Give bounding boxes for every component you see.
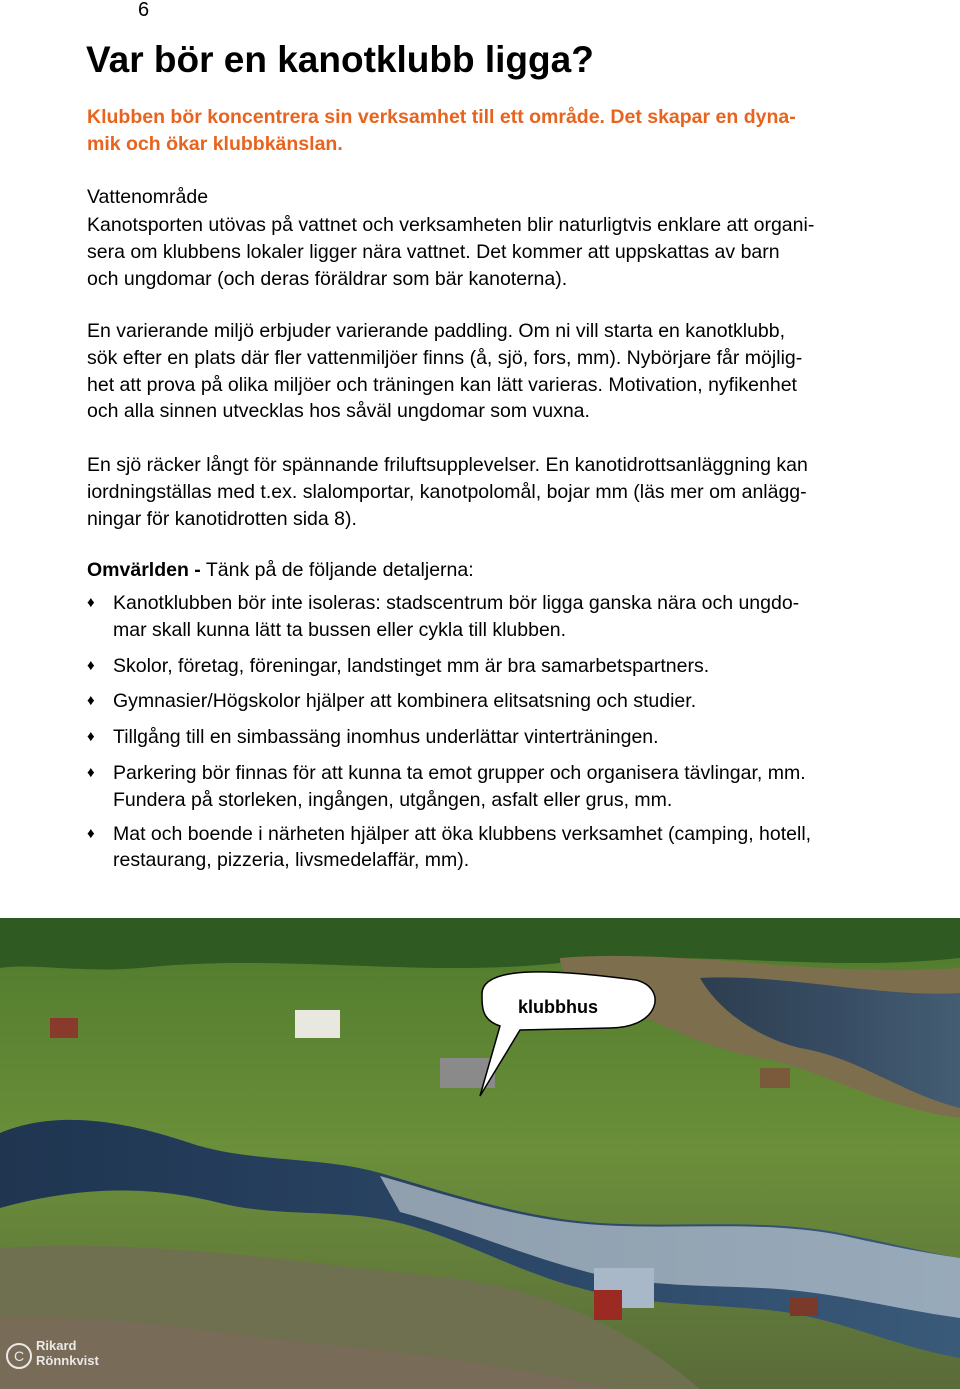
- photo-forest-top: [0, 918, 960, 969]
- photo-building: [50, 1018, 78, 1038]
- diamond-bullet-icon: ♦: [87, 763, 95, 781]
- photo-credit-first: Rikard: [36, 1338, 77, 1353]
- photo-building: [594, 1290, 622, 1320]
- paragraph-3: En sjö räcker långt för spännande friluftsupplevelser. En kanotidrottsanläggning kan iordningställas med t.ex. slalomportar, kanotpolomål, bojar mm (läs mer om anlägg- ningar för kanotidrotten sida 8).: [87, 454, 808, 530]
- diamond-bullet-icon: ♦: [87, 692, 95, 710]
- diamond-bullet-icon: ♦: [87, 594, 95, 611]
- list-item: [87, 821, 937, 875]
- lead-paragraph: Klubben bör koncentrera sin verksamhet till ett område. Det skapar en dyna- mik och ökar klubbkänslan.: [87, 106, 796, 155]
- list-item: [87, 590, 937, 644]
- bullet-text: Gymnasier/Högskolor hjälper att kombinera elitsatsning och studier.: [113, 690, 697, 713]
- list-item: [87, 653, 937, 680]
- surroundings-text: Tänk på de följande detaljerna:: [200, 559, 474, 581]
- diamond-bullet-icon: ♦: [87, 824, 95, 842]
- paragraph-2: En varierande miljö erbjuder varierande paddling. Om ni vill starta en kanotklubb, sök efter en plats där fler vattenmiljöer finns (å, sjö, fors, mm). Nybörjare får möjlig- het att prova på olika miljöer och träningen kan lätt varieras. Motivation, nyfikenhet och alla sinnen utvecklas hos såväl ungdomar som vuxna.: [87, 320, 803, 423]
- list-item: [87, 760, 937, 814]
- list-item: [87, 724, 937, 751]
- paragraph-1: Kanotsporten utövas på vattnet och verksamheten blir naturligtvis enklare att organi- sera om klubbens lokaler ligger nära vattnet. Det kommer att uppskattas av barn och ungdomar (och deras föräldrar som bär kanoterna).: [87, 214, 815, 290]
- bullet-text: Skolor, företag, föreningar, landstinget mm är bra samarbetspartners.: [113, 654, 710, 677]
- photo-callout-label: klubbhus: [518, 997, 598, 1017]
- diamond-bullet-icon: ♦: [87, 728, 95, 746]
- page-title: Var bör en kanotklubb ligga?: [86, 39, 594, 80]
- diamond-bullet-icon: ♦: [87, 656, 95, 674]
- page-number: 6: [138, 0, 150, 21]
- bullet-list: [87, 590, 937, 874]
- section-heading: Vattenområde: [87, 186, 209, 208]
- photo-building: [760, 1068, 790, 1088]
- photo-building: [295, 1010, 340, 1038]
- bullet-text: Tillgång till en simbassäng inomhus underlättar vinterträningen.: [113, 726, 659, 749]
- list-item: [87, 688, 937, 715]
- copyright-symbol: C: [13, 1348, 25, 1364]
- surroundings-intro: [87, 557, 474, 584]
- bullet-text: Mat och boende i närheten hjälper att öka klubbens verksamhet (camping, hotell, restaurang, pizzeria, livsmedelaffär, mm).: [113, 822, 812, 872]
- photo-building: [790, 1298, 818, 1316]
- bullet-text: Kanotklubben bör inte isoleras: stadscentrum bör ligga ganska nära och ungdo- mar skall kunna lätt ta bussen eller cykla till klubben.: [113, 592, 800, 641]
- aerial-photo: [0, 918, 960, 1389]
- surroundings-label: Omvärlden -: [87, 559, 201, 581]
- photo-credit-last: Rönnkvist: [36, 1353, 99, 1368]
- bullet-text: Parkering bör finnas för att kunna ta emot grupper och organisera tävlingar, mm. Fundera på storleken, ingången, utgången, asfalt eller grus, mm.: [113, 761, 806, 811]
